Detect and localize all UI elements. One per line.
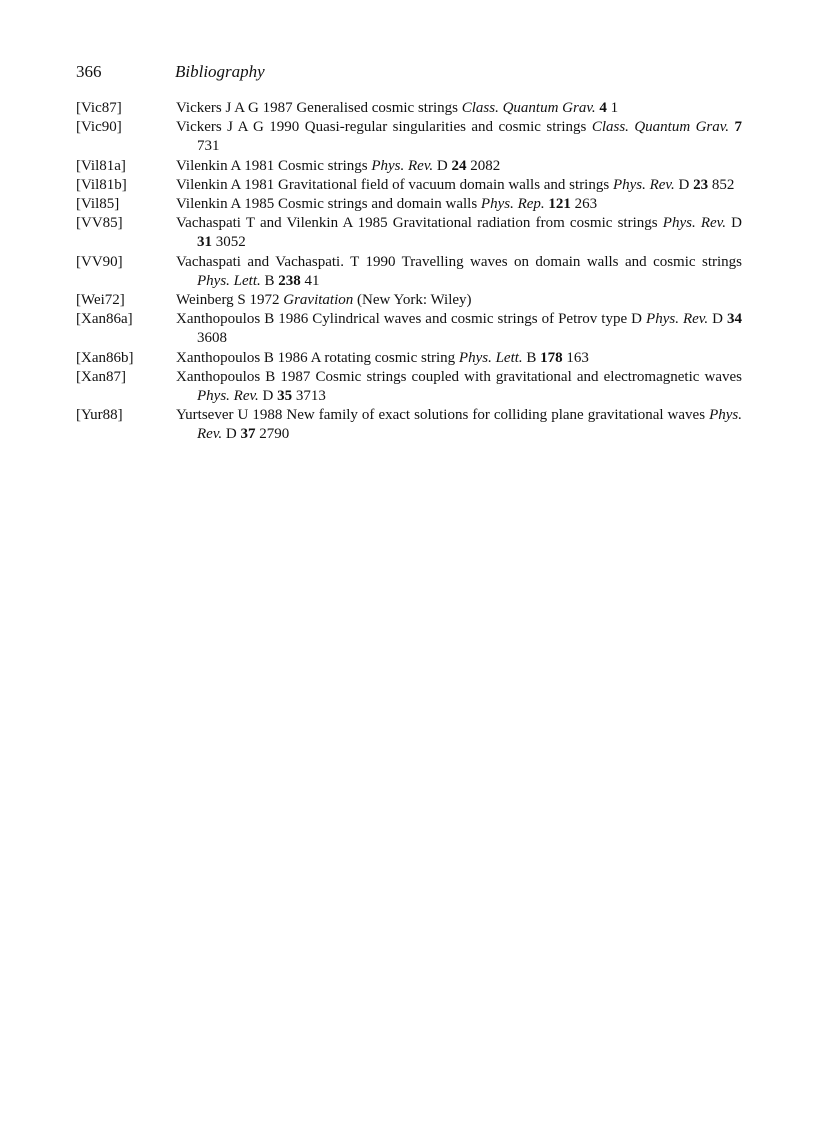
bib-journal: Phys. Rev. bbox=[612, 176, 675, 193]
bib-citation bbox=[176, 291, 742, 310]
bib-journal: Phys. Rev. bbox=[371, 157, 434, 174]
bib-pages: 163 bbox=[562, 349, 589, 366]
bib-publisher: (New York: Wiley) bbox=[353, 292, 472, 309]
bib-authors-title: Vachaspati and Vachaspati. T 1990 Travelling waves on domain walls and cosmic strings bbox=[176, 253, 742, 270]
bib-pages: 2082 bbox=[466, 157, 501, 174]
bib-citation bbox=[176, 406, 742, 444]
bib-citation bbox=[176, 214, 742, 252]
bib-journal: Phys. Lett. bbox=[197, 272, 261, 289]
bib-series: B bbox=[522, 349, 541, 366]
bib-key: [Vic90] bbox=[76, 119, 122, 136]
bib-key: [Wei72] bbox=[76, 292, 125, 309]
bib-entry-xan87 bbox=[76, 368, 742, 406]
bib-pages: 852 bbox=[708, 176, 735, 193]
bib-series: D bbox=[708, 311, 727, 328]
bib-journal: Phys. Rev. bbox=[646, 311, 709, 328]
bib-series: D bbox=[222, 426, 241, 443]
bib-authors-title: Vickers J A G 1987 Generalised cosmic strings bbox=[176, 100, 462, 116]
bib-authors-title: Vilenkin A 1981 Gravitational field of vacuum domain walls and strings bbox=[176, 176, 613, 193]
bib-entry-wei72 bbox=[76, 291, 742, 310]
bib-journal: Phys. Lett. bbox=[458, 349, 523, 366]
bib-citation bbox=[176, 99, 742, 118]
bib-authors-title: Vachaspati T and Vilenkin A 1985 Gravitational radiation from cosmic strings bbox=[176, 215, 663, 232]
bib-authors-title: Xanthopoulos B 1986 Cylindrical waves and cosmic strings of Petrov type D bbox=[176, 311, 647, 328]
bib-entry-vic87 bbox=[76, 99, 742, 118]
bib-key: [Vic87] bbox=[76, 100, 122, 116]
bib-authors-title: Vickers J A G 1990 Quasi-regular singularities and cosmic strings bbox=[176, 119, 592, 136]
bibliography-list bbox=[76, 99, 742, 445]
bib-citation bbox=[176, 118, 742, 156]
bib-pages: 263 bbox=[570, 196, 598, 213]
bib-series: D bbox=[725, 215, 742, 232]
bibliography-page bbox=[76, 60, 742, 445]
bib-book-title: Gravitation bbox=[283, 292, 354, 309]
bib-volume: 31 bbox=[197, 234, 212, 251]
bib-citation bbox=[176, 157, 742, 176]
bib-series: D bbox=[433, 157, 452, 174]
bib-citation bbox=[176, 349, 742, 368]
bib-citation bbox=[176, 310, 742, 348]
bib-pages: 1 bbox=[606, 100, 619, 116]
bib-journal: Phys. Rev. bbox=[662, 215, 726, 232]
bib-volume: 178 bbox=[540, 349, 563, 366]
bib-volume: 23 bbox=[693, 176, 709, 193]
bib-series: D bbox=[674, 176, 694, 193]
bib-entry-vil85 bbox=[76, 195, 742, 214]
bib-entry-yur88 bbox=[76, 406, 742, 444]
bib-authors-title: Xanthopoulos B 1987 Cosmic strings coupled with gravitational and electromagnetic waves bbox=[176, 368, 742, 385]
running-head bbox=[76, 60, 742, 84]
bib-pages: 41 bbox=[300, 272, 320, 289]
bib-journal: Phys. Rev. bbox=[197, 388, 259, 405]
bib-volume: 24 bbox=[451, 157, 467, 174]
bib-entry-vv85 bbox=[76, 214, 742, 252]
bib-volume: 238 bbox=[278, 272, 301, 289]
bib-journal: Class. Quantum Grav. bbox=[591, 119, 730, 136]
bib-key: [Vil85] bbox=[76, 196, 120, 213]
bib-entry-xan86b bbox=[76, 349, 742, 368]
bib-key: [VV90] bbox=[76, 253, 123, 270]
bib-pages: 731 bbox=[197, 138, 220, 155]
bib-citation bbox=[176, 253, 742, 291]
bib-volume: 37 bbox=[240, 426, 256, 443]
bib-citation bbox=[176, 368, 742, 406]
bib-key: [Yur88] bbox=[76, 407, 123, 424]
bib-volume: 121 bbox=[548, 196, 571, 213]
bib-pages: 3052 bbox=[212, 234, 246, 251]
bib-key: [Vil81a] bbox=[76, 157, 126, 174]
bib-authors-title: Vilenkin A 1981 Cosmic strings bbox=[176, 157, 372, 174]
bib-journal: Phys. Rep. bbox=[480, 196, 545, 213]
bib-journal: Class. Quantum Grav. bbox=[461, 100, 596, 116]
bib-key: [VV85] bbox=[76, 215, 123, 232]
bib-volume: 7 bbox=[734, 119, 742, 136]
bib-volume: 4 bbox=[599, 100, 607, 116]
running-title: Bibliography bbox=[175, 62, 265, 81]
bib-entry-vv90 bbox=[76, 253, 742, 291]
bib-pages: 2790 bbox=[255, 426, 290, 443]
bib-pages: 3713 bbox=[292, 388, 326, 405]
bib-series: D bbox=[258, 388, 278, 405]
bib-volume: 34 bbox=[727, 311, 742, 328]
bib-authors-title: Xanthopoulos B 1986 A rotating cosmic string bbox=[176, 349, 459, 366]
bib-volume: 35 bbox=[277, 388, 293, 405]
bib-entry-xan86a bbox=[76, 310, 742, 348]
bib-authors-year: Weinberg S 1972 bbox=[176, 292, 284, 309]
bib-entry-vil81a bbox=[76, 157, 742, 176]
bib-key: [Xan86b] bbox=[76, 349, 134, 366]
bib-entry-vic90 bbox=[76, 118, 742, 156]
bib-series: B bbox=[260, 272, 279, 289]
bib-key: [Xan87] bbox=[76, 368, 126, 385]
bib-authors-title: Vilenkin A 1985 Cosmic strings and domain walls bbox=[176, 196, 481, 213]
bib-authors-title: Yurtsever U 1988 New family of exact solutions for colliding plane gravitational waves bbox=[176, 407, 710, 424]
bib-key: [Xan86a] bbox=[76, 311, 133, 328]
bib-journal: Phys. Rev. bbox=[197, 407, 742, 443]
bib-citation bbox=[176, 176, 742, 195]
bib-citation bbox=[176, 195, 742, 214]
bib-pages: 3608 bbox=[197, 330, 227, 347]
bib-entry-vil81b bbox=[76, 176, 742, 195]
page-number: 366 bbox=[76, 62, 102, 81]
bib-key: [Vil81b] bbox=[76, 176, 127, 193]
